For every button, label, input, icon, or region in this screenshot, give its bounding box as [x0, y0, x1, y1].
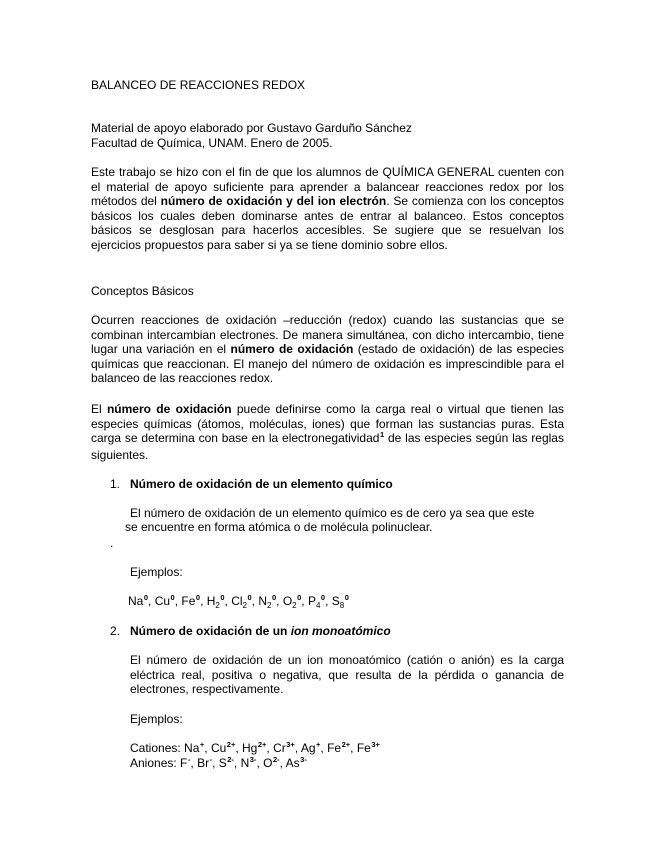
- cation-separator: ,: [350, 741, 357, 755]
- cation-charge: +: [199, 740, 205, 749]
- anion-symbol: S: [218, 756, 227, 770]
- anion-species: [180, 756, 197, 770]
- cation-species: [211, 741, 242, 755]
- element-example-symbol: Cl: [231, 594, 243, 608]
- cation-separator: ,: [266, 741, 274, 755]
- oxidation-number-paragraph: [91, 402, 564, 462]
- oxnum-text-2: de las especies según las reglas siguientes.: [91, 431, 564, 462]
- footnote-marker: 1: [379, 430, 385, 439]
- intro-text-2: . Se comienza con los conceptos básicos los cuales deben dominarse antes de entrar al balanceo. Estos conceptos básicos se desglosan para hacerlos accesibles. Se sugiere que se resuelvan los ejercicios propuestos para saber si ya se tiene dominio sobre ellos.: [91, 194, 564, 252]
- redox-text-1: Ocurren reacciones de oxidación –reducción (redox) cuando las sustancias que se combinan intercambian electrones. De manera simultánea, con dicho intercambio, tiene lugar una variación en el: [91, 313, 564, 356]
- rule2-heading: [130, 624, 391, 638]
- element-example-symbol: S: [331, 594, 340, 608]
- cation-symbol: Cu: [210, 741, 227, 755]
- element-example-separator: ,: [251, 594, 259, 608]
- element-example-separator: ,: [276, 594, 283, 608]
- rule2-heading-italic: ion monoatómico: [290, 624, 391, 638]
- cation-charge: 3+: [286, 740, 295, 749]
- element-example-species: [207, 594, 231, 608]
- cation-symbol: Cr: [273, 741, 286, 755]
- element-example-symbol: H: [206, 594, 216, 608]
- rule2-examples-label: Ejemplos:: [130, 712, 183, 726]
- cation-separator: ,: [204, 741, 211, 755]
- anion-symbol: F: [180, 756, 188, 770]
- element-example-species: [155, 594, 182, 608]
- cation-separator: ,: [235, 741, 243, 755]
- rule1-heading: Número de oxidación de un elemento químico: [130, 477, 393, 491]
- element-example-subscript: 2: [215, 601, 220, 610]
- cations-list: [184, 741, 380, 755]
- cation-symbol: Hg: [242, 741, 258, 755]
- anion-charge: -: [209, 755, 213, 764]
- cation-symbol: Ag: [300, 741, 316, 755]
- cations-label: Cationes:: [130, 741, 185, 755]
- cation-charge: 3+: [371, 740, 380, 749]
- rule2-number: 2.: [110, 624, 121, 638]
- cation-species: [301, 741, 327, 755]
- anion-symbol: As: [285, 756, 300, 770]
- element-example-charge: 0: [247, 593, 252, 602]
- anions-list: [180, 756, 307, 770]
- element-example-symbol: Cu: [154, 594, 171, 608]
- redox-paragraph: [91, 313, 564, 386]
- anion-separator: ,: [233, 756, 241, 770]
- redox-bold-term: número de oxidación: [230, 342, 354, 356]
- element-example-separator: ,: [174, 594, 182, 608]
- anion-separator: ,: [190, 756, 198, 770]
- cation-charge: 2+: [257, 740, 267, 749]
- element-example-charge: 0: [320, 593, 326, 602]
- anion-symbol: N: [240, 756, 250, 770]
- redox-text-2: (estado de oxidación) de las especies químicas que reaccionan. El manejo del número de oxidación es imprescindible para el balanceo de las reacciones redox.: [91, 342, 565, 385]
- anion-symbol: Br: [197, 756, 210, 770]
- rule1-examples: [128, 593, 349, 611]
- rule1-examples-label: Ejemplos:: [130, 565, 183, 579]
- element-example-symbol: Fe: [181, 594, 196, 608]
- element-example-subscript: 2: [242, 601, 247, 610]
- anion-separator: ,: [279, 756, 286, 770]
- intro-text-1: Este trabajo se hizo con el fin de que los alumnos de QUÍMICA GENERAL cuenten con el material de apoyo suficiente para aprender a balancear reacciones redox por los métodos del: [91, 165, 564, 208]
- stray-dot: .: [110, 536, 114, 550]
- element-example-separator: ,: [148, 594, 155, 608]
- cation-symbol: Fe: [327, 741, 342, 755]
- element-example-charge: 0: [344, 593, 349, 602]
- anion-charge: 2-: [227, 755, 234, 764]
- anions-label: Aniones:: [130, 756, 181, 770]
- cation-species: [184, 741, 211, 755]
- element-example-symbol: P: [307, 594, 316, 608]
- element-example-subscript: 2: [267, 601, 272, 610]
- intro-bold-term: número de oxidación y del ion electrón: [160, 194, 387, 208]
- anion-symbol: O: [263, 756, 273, 770]
- cation-species: [242, 741, 273, 755]
- element-example-species: [332, 594, 349, 608]
- element-example-charge: 0: [297, 593, 302, 602]
- cation-symbol: Fe: [356, 741, 371, 755]
- element-example-symbol: O: [282, 594, 293, 608]
- rule1-number: 1.: [110, 477, 121, 491]
- author-line: Material de apoyo elaborado por Gustavo Garduño Sánchez: [91, 121, 412, 135]
- cation-charge: 2+: [226, 740, 236, 749]
- anion-charge: 3-: [300, 755, 307, 764]
- element-example-species: [231, 594, 258, 608]
- rule2-text: El número de oxidación de un ion monoatómico (catión o anión) es la carga eléctrica real, positiva o negativa, que resulta de la pérdida o ganancia de electrones, respectivamente.: [130, 653, 564, 696]
- cation-symbol: Na: [184, 741, 200, 755]
- oxnum-bold-term: número de oxidación: [106, 402, 232, 416]
- anion-species: [241, 756, 264, 770]
- anion-species: [219, 756, 241, 770]
- cation-species: [327, 741, 357, 755]
- cation-species: [357, 741, 380, 755]
- rule2-heading-plain: Número de oxidación de un: [130, 624, 291, 638]
- element-example-species: [283, 594, 308, 608]
- cation-charge: +: [316, 740, 321, 749]
- element-example-separator: ,: [301, 594, 308, 608]
- cation-species: [273, 741, 301, 755]
- element-example-subscript: 2: [292, 601, 297, 610]
- element-example-separator: ,: [325, 594, 332, 608]
- oxnum-text-0: El: [91, 402, 107, 416]
- anion-charge: 2-: [272, 755, 280, 764]
- anion-species: [263, 756, 286, 770]
- element-example-charge: 0: [271, 593, 277, 602]
- intro-paragraph: [91, 165, 564, 252]
- element-example-separator: ,: [224, 594, 232, 608]
- anion-charge: -: [187, 755, 191, 764]
- rule1-text: El número de oxidación de un elemento químico es de cero ya sea que este se encuentre en forma atómica o de molécula polinuclear.: [125, 506, 535, 534]
- anion-species: [197, 756, 219, 770]
- anion-separator: ,: [212, 756, 219, 770]
- cation-separator: ,: [320, 741, 328, 755]
- element-example-species: [258, 594, 282, 608]
- element-example-charge: 0: [170, 593, 175, 602]
- document-title: BALANCEO DE REACCIONES REDOX: [91, 78, 306, 92]
- element-example-species: [181, 594, 206, 608]
- element-example-subscript: 4: [315, 601, 321, 610]
- element-example-charge: 0: [143, 593, 149, 602]
- element-example-symbol: Na: [128, 594, 144, 608]
- anion-charge: 3-: [249, 755, 257, 764]
- element-example-species: [308, 594, 332, 608]
- anions-line: [130, 755, 307, 773]
- element-example-charge: 0: [195, 593, 201, 602]
- cation-charge: 2+: [341, 740, 351, 749]
- element-example-charge: 0: [220, 593, 225, 602]
- oxnum-text-1: puede definirse como la carga real o virtual que tienen las especies químicas (átomos, moléculas, iones) que forman las sustancias puras. Esta carga se determina con base en la electronegatividad: [91, 402, 564, 445]
- element-example-species: [128, 594, 155, 608]
- element-example-subscript: 8: [339, 601, 345, 610]
- element-example-separator: ,: [200, 594, 207, 608]
- element-example-symbol: N: [258, 594, 268, 608]
- cation-separator: ,: [294, 741, 301, 755]
- affiliation-line: Facultad de Química, UNAM. Enero de 2005.: [91, 136, 333, 150]
- anion-separator: ,: [256, 756, 264, 770]
- concepts-heading: Conceptos Básicos: [91, 284, 194, 298]
- anion-species: [286, 756, 307, 770]
